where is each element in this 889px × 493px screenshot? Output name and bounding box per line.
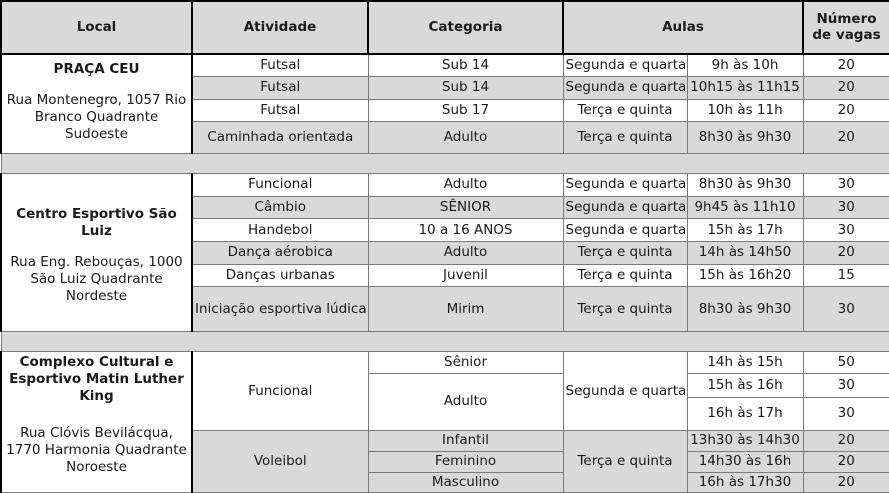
cell-atividade: Caminhada orientada — [192, 122, 368, 154]
cell-atividade: Handebol — [192, 219, 368, 242]
cell-dias: Segunda e quarta — [563, 173, 687, 196]
cell-vagas: 20 — [803, 451, 889, 473]
cell-categoria: 10 a 16 ANOS — [368, 219, 563, 242]
cell-categoria: Masculino — [368, 473, 563, 493]
cell-categoria: Adulto — [368, 122, 563, 154]
cell-atividade-funcional: Funcional — [192, 352, 368, 430]
cell-vagas: 20 — [803, 241, 889, 264]
cell-horario: 15h às 16h — [687, 374, 803, 398]
location-name: Complexo Cultural e Esportivo Matin Luther King — [9, 354, 184, 405]
header-row — [1, 1, 889, 54]
cell-vagas: 20 — [803, 54, 889, 77]
cell-categoria: Sub 14 — [368, 76, 563, 99]
cell-horario: 15h às 16h20 — [687, 264, 803, 287]
header-aulas: Aulas — [563, 1, 803, 54]
header-categoria: Categoria — [368, 1, 563, 54]
cell-categoria: Sênior — [368, 352, 563, 374]
cell-dias: Terça e quinta — [563, 430, 687, 492]
cell-dias: Segunda e quarta — [563, 219, 687, 242]
cell-atividade: Dança aérobica — [192, 241, 368, 264]
cell-vagas: 20 — [803, 122, 889, 154]
location-address: Rua Eng. Rebouças, 1000 São Luiz Quadrante Nordeste — [10, 253, 183, 304]
cell-dias: Terça e quinta — [563, 99, 687, 122]
separator — [1, 154, 889, 174]
cell-vagas: 30 — [803, 374, 889, 398]
cell-vagas: 50 — [803, 352, 889, 374]
cell-vagas: 20 — [803, 473, 889, 493]
table-row — [1, 352, 889, 374]
location-address: Rua Montenegro, 1057 Rio Branco Quadrante Sudoeste — [6, 91, 187, 142]
cell-dias: Segunda e quarta — [563, 76, 687, 99]
cell-atividade-voleibol: Voleibol — [192, 430, 368, 492]
cell-horario: 16h às 17h — [687, 397, 803, 430]
cell-atividade: Câmbio — [192, 196, 368, 219]
cell-atividade: Iniciação esportiva lúdica — [192, 287, 368, 331]
cell-horario: 14h às 15h — [687, 352, 803, 374]
header-local: Local — [1, 1, 192, 54]
cell-atividade: Futsal — [192, 54, 368, 77]
cell-atividade: Futsal — [192, 76, 368, 99]
cell-categoria: Sub 17 — [368, 99, 563, 122]
cell-dias: Terça e quinta — [563, 264, 687, 287]
cell-dias: Terça e quinta — [563, 287, 687, 331]
cell-categoria: Mirim — [368, 287, 563, 331]
location-cell — [1, 173, 192, 331]
cell-horario: 8h30 às 9h30 — [687, 122, 803, 154]
cell-categoria: Adulto — [368, 241, 563, 264]
cell-vagas: 30 — [803, 219, 889, 242]
cell-dias: Segunda e quarta — [563, 54, 687, 77]
cell-horario: 8h30 às 9h30 — [687, 173, 803, 196]
cell-vagas: 20 — [803, 76, 889, 99]
table-row — [1, 173, 889, 196]
cell-categoria: Adulto — [368, 374, 563, 431]
cell-categoria: Juvenil — [368, 264, 563, 287]
cell-horario: 9h45 às 11h10 — [687, 196, 803, 219]
cell-vagas: 20 — [803, 430, 889, 451]
cell-horario: 13h30 às 14h30 — [687, 430, 803, 451]
location-name: Centro Esportivo São Luiz — [16, 205, 177, 239]
cell-horario: 10h15 às 11h15 — [687, 76, 803, 99]
cell-categoria: Feminino — [368, 451, 563, 473]
cell-dias: Segunda e quarta — [563, 352, 687, 430]
cell-vagas: 30 — [803, 397, 889, 430]
cell-categoria: Infantil — [368, 430, 563, 451]
cell-atividade: Futsal — [192, 99, 368, 122]
location-name: PRAÇA CEU — [53, 60, 140, 77]
cell-horario: 14h30 às 16h — [687, 451, 803, 473]
cell-categoria: SÊNIOR — [368, 196, 563, 219]
table-row — [1, 54, 889, 77]
cell-horario: 9h às 10h — [687, 54, 803, 77]
location-cell — [1, 54, 192, 154]
cell-vagas: 30 — [803, 196, 889, 219]
separator — [1, 331, 889, 352]
location-address: Rua Clóvis Bevilácqua, 1770 Harmonia Quadrante Noroeste — [6, 425, 187, 476]
cell-horario: 16h às 17h30 — [687, 473, 803, 493]
cell-horario: 14h às 14h50 — [687, 241, 803, 264]
cell-categoria: Sub 14 — [368, 54, 563, 77]
cell-horario: 10h às 11h — [687, 99, 803, 122]
cell-dias: Segunda e quarta — [563, 196, 687, 219]
separator-row — [1, 331, 889, 352]
header-atividade: Atividade — [192, 1, 368, 54]
cell-dias: Terça e quinta — [563, 122, 687, 154]
cell-horario: 8h30 às 9h30 — [687, 287, 803, 331]
cell-vagas: 20 — [803, 99, 889, 122]
cell-vagas: 30 — [803, 173, 889, 196]
cell-horario: 15h às 17h — [687, 219, 803, 242]
cell-categoria: Adulto — [368, 173, 563, 196]
separator-row — [1, 154, 889, 174]
cell-atividade: Funcional — [192, 173, 368, 196]
header-vagas: Número de vagas — [803, 1, 889, 54]
location-cell — [1, 352, 192, 493]
cell-dias: Terça e quinta — [563, 241, 687, 264]
cell-vagas: 30 — [803, 287, 889, 331]
cell-vagas: 15 — [803, 264, 889, 287]
cell-atividade: Danças urbanas — [192, 264, 368, 287]
